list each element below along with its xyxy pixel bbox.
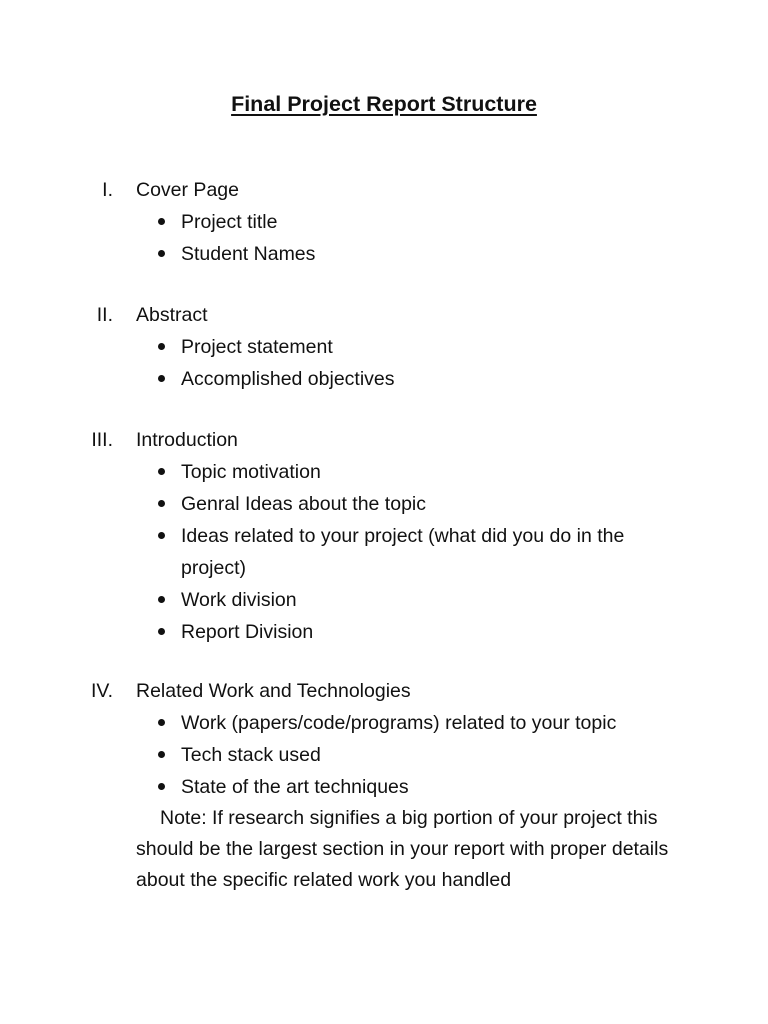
bullet-icon [158, 375, 165, 382]
list-item-text: Ideas related to your project (what did you do in the project) [181, 525, 625, 579]
bullet-icon [158, 628, 165, 635]
bullet-icon [158, 532, 165, 539]
section-abstract [0, 299, 768, 395]
section-title: Introduction [136, 429, 238, 451]
section-heading [0, 424, 768, 456]
bullet-icon [158, 500, 165, 507]
list-item [0, 584, 681, 616]
list-item [0, 771, 681, 803]
section-heading [0, 174, 768, 206]
list-item-text: State of the art techniques [181, 776, 409, 798]
list-item-text: Project statement [181, 336, 333, 358]
list-item [0, 616, 681, 648]
bullet-icon [158, 468, 165, 475]
list-item-text: Work division [181, 589, 297, 611]
section-introduction [0, 424, 768, 648]
bullet-list [0, 206, 768, 270]
bullet-icon [158, 783, 165, 790]
section-numeral: III. [91, 429, 113, 451]
section-title: Abstract [136, 304, 208, 326]
section-related-work [0, 675, 768, 896]
bullet-icon [158, 250, 165, 257]
bullet-icon [158, 751, 165, 758]
section-numeral: II. [96, 304, 113, 326]
list-item [0, 456, 681, 488]
list-item-text: Project title [181, 211, 278, 233]
list-item [0, 488, 681, 520]
bullet-list [0, 331, 768, 395]
list-item-text: Report Division [181, 621, 314, 643]
bullet-list [0, 707, 768, 803]
section-note: Note: If research signifies a big portion of your project this should be the largest section in your report with proper details about the specific related work you handled [136, 807, 669, 891]
list-item-text: Tech stack used [181, 744, 321, 766]
bullet-icon [158, 343, 165, 350]
section-numeral: I. [102, 179, 113, 201]
bullet-icon [158, 719, 165, 726]
list-item [0, 331, 681, 363]
list-item-text: Student Names [181, 243, 316, 265]
list-item [0, 520, 681, 584]
bullet-icon [158, 596, 165, 603]
list-item [0, 739, 681, 771]
page-title: Final Project Report Structure [231, 92, 537, 116]
list-item [0, 238, 681, 270]
list-item [0, 707, 681, 739]
list-item-text: Genral Ideas about the topic [181, 493, 426, 515]
list-item [0, 363, 681, 395]
section-title: Cover Page [136, 179, 239, 201]
list-item-text: Work (papers/code/programs) related to your topic [181, 712, 617, 734]
list-item-text: Topic motivation [181, 461, 321, 483]
section-cover-page [0, 174, 768, 270]
section-title: Related Work and Technologies [136, 680, 411, 702]
section-numeral: IV. [90, 680, 113, 702]
list-item [0, 206, 681, 238]
section-heading [0, 299, 768, 331]
list-item-text: Accomplished objectives [181, 368, 395, 390]
bullet-icon [158, 218, 165, 225]
section-heading [0, 675, 768, 707]
bullet-list [0, 456, 768, 648]
